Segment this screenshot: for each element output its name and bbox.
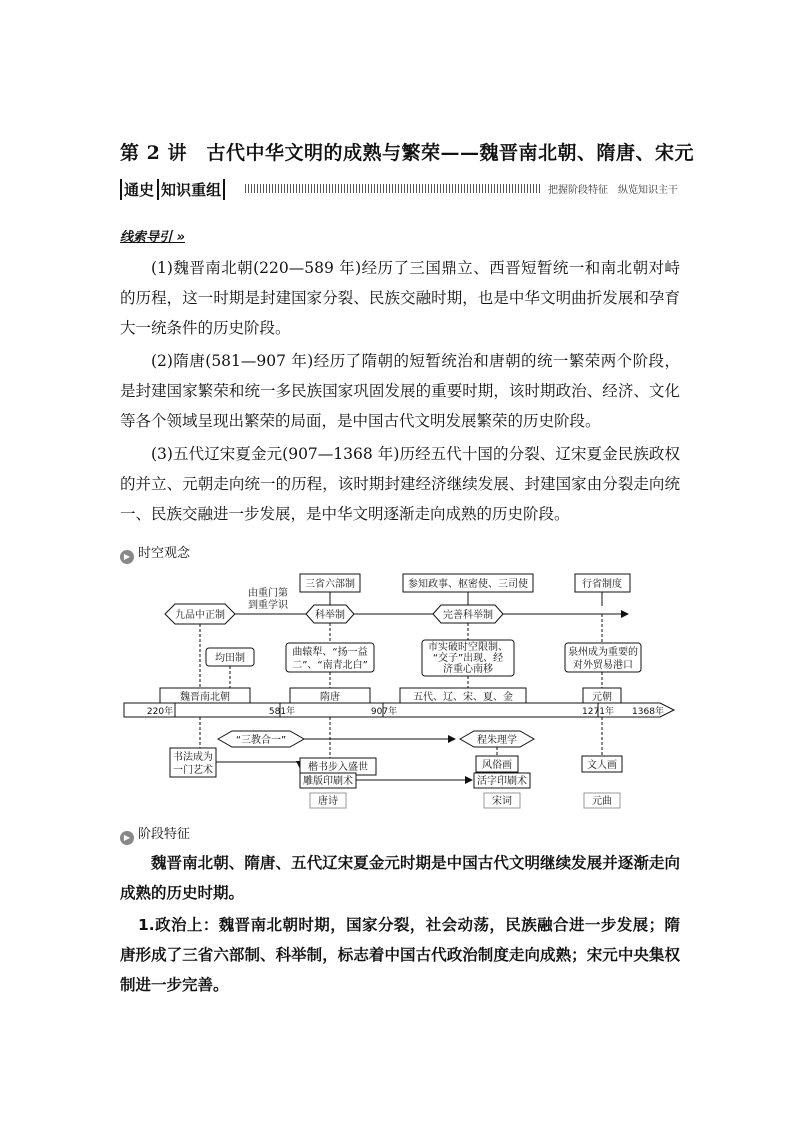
box-xingsheng [575, 574, 630, 592]
box-text: 参知政事、枢密使、三司使 [408, 579, 528, 590]
subhead-label: 阶段特征 [138, 827, 191, 842]
banner-char: 通 [120, 179, 139, 200]
oval-jiupin [165, 604, 235, 624]
intro-paragraph: (2)隋唐(581—907 年)经历了隋朝的短暂统治和唐朝的统一繁荣两个阶段，是封建国家繁荣和统一多民族国家巩固发展的重要时期，该时期政治、经济、文化等各个领域呈现出繁荣的局面，是中国古代文明发展繁荣的历史阶段。 [120, 352, 680, 430]
box-text: 一门艺术 [173, 765, 213, 776]
box-text: 雕版印刷术 [303, 776, 353, 787]
oval-keju [306, 605, 354, 623]
box-wenren [582, 756, 622, 772]
annotation-text: 由重门第 [248, 588, 288, 599]
box-tangshi [310, 793, 346, 808]
box-text: 元曲 [592, 796, 612, 807]
banner-char: 史 [139, 181, 155, 199]
political-point: 1.政治上：魏晋南北朝时期，国家分裂，社会动荡，民族融合进一步发展；隋唐形成了三省六部制、科举制，标志着中国古代政治制度走向成熟；宋元中央集权制进一步完善。 [120, 916, 680, 994]
box-tang-economy [286, 643, 374, 672]
banner-title [120, 179, 229, 200]
box-huozi [474, 773, 530, 788]
box-text: 唐诗 [318, 796, 338, 807]
box-text: 济重心南移 [443, 664, 493, 675]
box-text: 活字印刷术 [477, 776, 527, 787]
period-suitang [290, 688, 370, 705]
subhead-label: 时空观念 [138, 546, 191, 561]
box-canzhi [403, 574, 533, 592]
oval-text: 完善科举制 [443, 610, 493, 621]
period-yuan [583, 688, 621, 705]
stage-summary: 魏晋南北朝、隋唐、五代辽宋夏金元时期是中国古代文明继续发展并逐渐走向成熟的历史时期。 [120, 854, 680, 902]
period-weijin [160, 688, 250, 705]
timeline-diagram [0, 568, 794, 828]
box-calligraphy [170, 748, 216, 777]
box-text: 行省制度 [582, 579, 622, 590]
box-songci [484, 793, 520, 808]
year-label: 581年 [268, 707, 296, 717]
section-label: 线索导引 » [120, 230, 185, 245]
box-text: 二”、“南青北白” [292, 660, 368, 671]
period-song [400, 688, 526, 705]
subhead-timespace [120, 542, 190, 564]
year-label: 220年 [146, 707, 174, 717]
box-text: 楷书步入盛世 [308, 762, 368, 773]
intro-paragraph: (1)魏晋南北朝(220—589 年)经历了三国鼎立、西晋短暂统一和南北朝对峙的历程，这一时期是封建国家分裂、民族交融时期，也是中华文明曲折发展和孕育大一统条件的历史阶段。 [120, 259, 680, 337]
box-text: 对外贸易港口 [573, 660, 633, 671]
box-text: 文人画 [587, 760, 617, 771]
box-yuanqu [584, 793, 620, 808]
subhead-stage [120, 823, 190, 845]
year-label: 907年 [370, 707, 398, 717]
box-text: 市实破时空限制、 [428, 642, 508, 653]
box-text: 均田制 [215, 653, 245, 664]
period-text: 隋唐 [320, 692, 340, 703]
year-label: 1271年 [582, 707, 614, 717]
page-title: 第 2 讲 古代中华文明的成熟与繁荣——魏晋南北朝、隋唐、宋元 [120, 142, 694, 164]
banner-char: 重 [191, 181, 207, 199]
section-banner [120, 179, 678, 199]
banner-subtitle: 把握阶段特征 纵览知识主干 [542, 181, 678, 196]
box-juntian [206, 648, 254, 666]
box-text: 泉州成为重要的 [568, 647, 638, 658]
box-text: “交子”出现、经 [432, 653, 504, 664]
box-text: 三省六部制 [305, 579, 355, 590]
diamond-sanjiao [218, 731, 304, 747]
diamond-text: “三教合一” [235, 735, 287, 746]
box-text: 风俗画 [482, 760, 512, 771]
box-kaishu [300, 758, 376, 775]
box-yuan-economy [565, 643, 641, 672]
play-icon: ▶ [120, 550, 134, 564]
oval-text: 九品中正制 [175, 610, 225, 621]
year-label: 1368年 [632, 707, 664, 717]
banner-char: 组 [206, 179, 225, 200]
box-text: 曲辕犁、“扬一益 [292, 647, 368, 658]
period-text: 五代、辽、宋、夏、金 [413, 692, 513, 703]
box-diaoban [300, 773, 356, 788]
diamond-chengzhu [460, 731, 534, 747]
box-text: 书法成为 [173, 752, 213, 763]
play-icon: ▶ [120, 831, 134, 845]
box-song-economy [422, 640, 514, 676]
banner-char: 识 [176, 181, 192, 199]
oval-wanshan [433, 605, 503, 623]
box-sansheng [300, 574, 360, 592]
banner-char: 知 [157, 179, 176, 200]
diamond-text: 程朱理学 [477, 735, 517, 746]
annotation-text: 到重学识 [248, 600, 288, 611]
period-text: 魏晋南北朝 [180, 692, 230, 703]
intro-paragraph: (3)五代辽宋夏金元(907—1368 年)历经五代十国的分裂、辽宋夏金民族政权的并立、元朝走向统一的历程，该时期封建经济继续发展、封建国家由分裂走向统一、民族交融进一步发展，是中华文明逐渐走向成熟的历史阶段。 [120, 445, 680, 523]
period-text: 元朝 [592, 692, 612, 703]
oval-text: 科举制 [315, 610, 345, 621]
box-fengsu [476, 756, 518, 772]
box-text: 宋词 [492, 796, 512, 807]
